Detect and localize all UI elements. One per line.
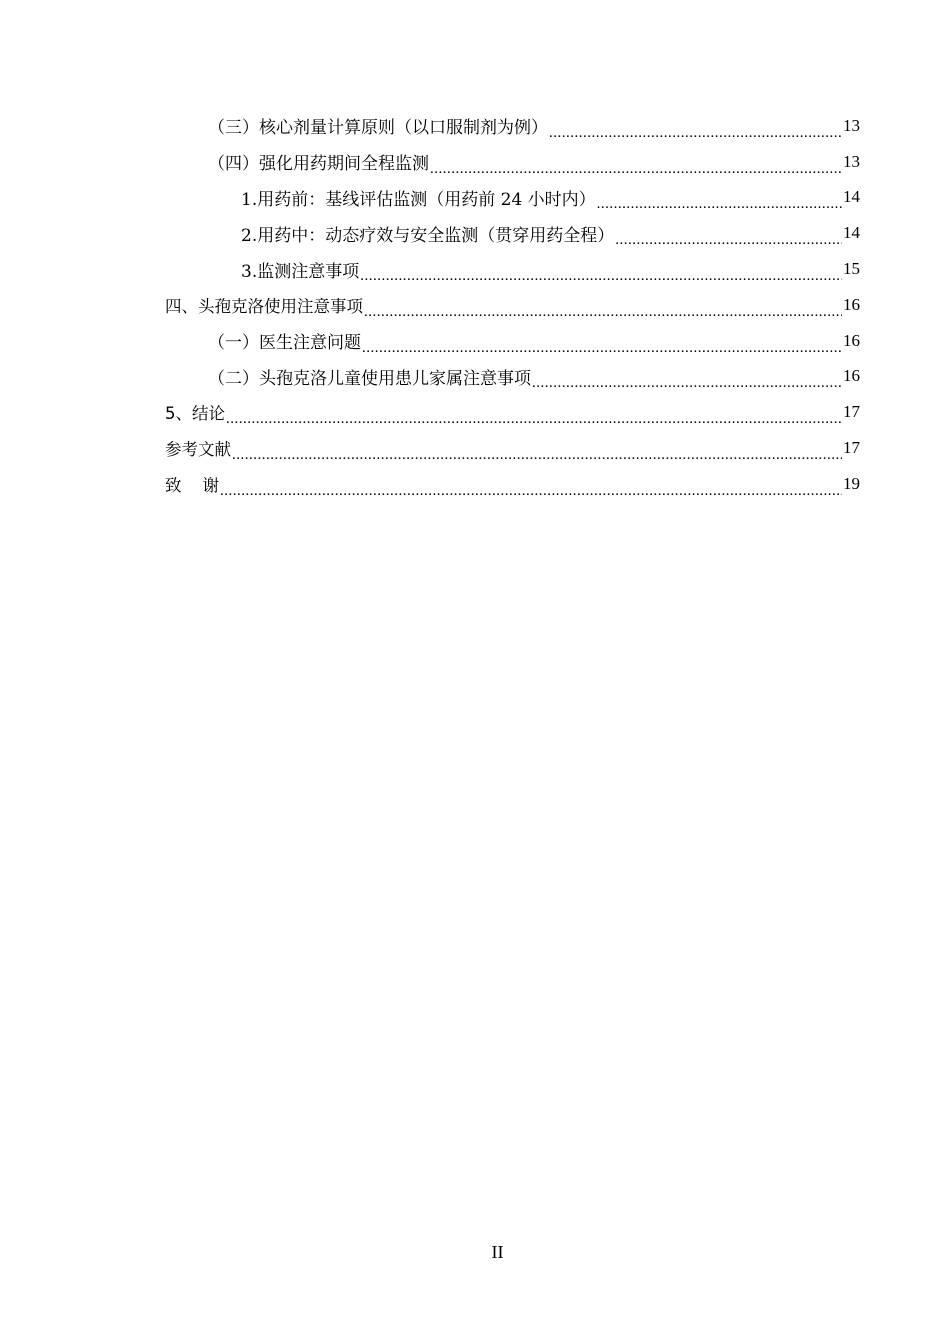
toc-entry-page: 15 bbox=[843, 259, 860, 279]
toc-dot-leader bbox=[232, 444, 842, 466]
toc-entry-page: 16 bbox=[843, 294, 860, 314]
toc-entry-title: 5、结论 bbox=[165, 404, 225, 424]
toc-entry-page: 14 bbox=[843, 187, 860, 207]
toc-entry bbox=[0, 430, 950, 466]
toc-entry bbox=[0, 287, 950, 323]
toc-dot-leader bbox=[615, 229, 842, 251]
toc-entry-page: 17 bbox=[843, 438, 860, 458]
toc-entry bbox=[0, 144, 950, 180]
toc-entry-page: 16 bbox=[843, 366, 860, 386]
toc-entry-title: 2.用药中：动态疗效与安全监测（贯穿用药全程） bbox=[241, 225, 615, 246]
toc-entry bbox=[0, 394, 950, 430]
page-number: II bbox=[491, 1242, 504, 1262]
table-of-contents bbox=[0, 108, 950, 502]
toc-entry-page: 14 bbox=[843, 223, 860, 243]
toc-entry bbox=[0, 359, 950, 395]
toc-entry-title: 3.监测注意事项 bbox=[241, 261, 360, 282]
toc-dot-leader bbox=[360, 265, 842, 287]
toc-entry-title: （二）头孢克洛儿童使用患儿家属注意事项 bbox=[208, 368, 531, 389]
toc-entry-title: 参考文献 bbox=[165, 440, 231, 460]
toc-entry bbox=[0, 215, 950, 251]
toc-entry-title: 1.用药前：基线评估监测（用药前 24 小时内） bbox=[241, 189, 596, 210]
toc-entry bbox=[0, 466, 950, 502]
toc-entry-title: （三）核心剂量计算原则（以口服制剂为例） bbox=[208, 118, 548, 139]
toc-entry bbox=[0, 251, 950, 287]
toc-entry bbox=[0, 180, 950, 216]
toc-dot-leader bbox=[226, 408, 842, 430]
toc-dot-leader bbox=[364, 301, 842, 323]
toc-dot-leader bbox=[597, 193, 842, 215]
toc-entry-title: 四、头孢克洛使用注意事项 bbox=[165, 296, 363, 316]
toc-entry bbox=[0, 108, 950, 144]
toc-entry-page: 16 bbox=[843, 330, 860, 350]
toc-entry-title: （四）强化用药期间全程监测 bbox=[208, 154, 429, 175]
toc-entry-title: （一）医生注意问题 bbox=[208, 333, 361, 354]
toc-entry-page: 13 bbox=[843, 115, 860, 135]
toc-dot-leader bbox=[220, 480, 842, 502]
toc-entry-title: 致 谢 bbox=[165, 475, 219, 495]
toc-entry-page: 17 bbox=[843, 402, 860, 422]
toc-dot-leader bbox=[549, 122, 842, 144]
toc-dot-leader bbox=[532, 372, 842, 394]
toc-entry bbox=[0, 323, 950, 359]
toc-entry-page: 19 bbox=[843, 473, 860, 493]
toc-entry-page: 13 bbox=[843, 151, 860, 171]
toc-dot-leader bbox=[430, 158, 842, 180]
toc-dot-leader bbox=[362, 337, 842, 359]
